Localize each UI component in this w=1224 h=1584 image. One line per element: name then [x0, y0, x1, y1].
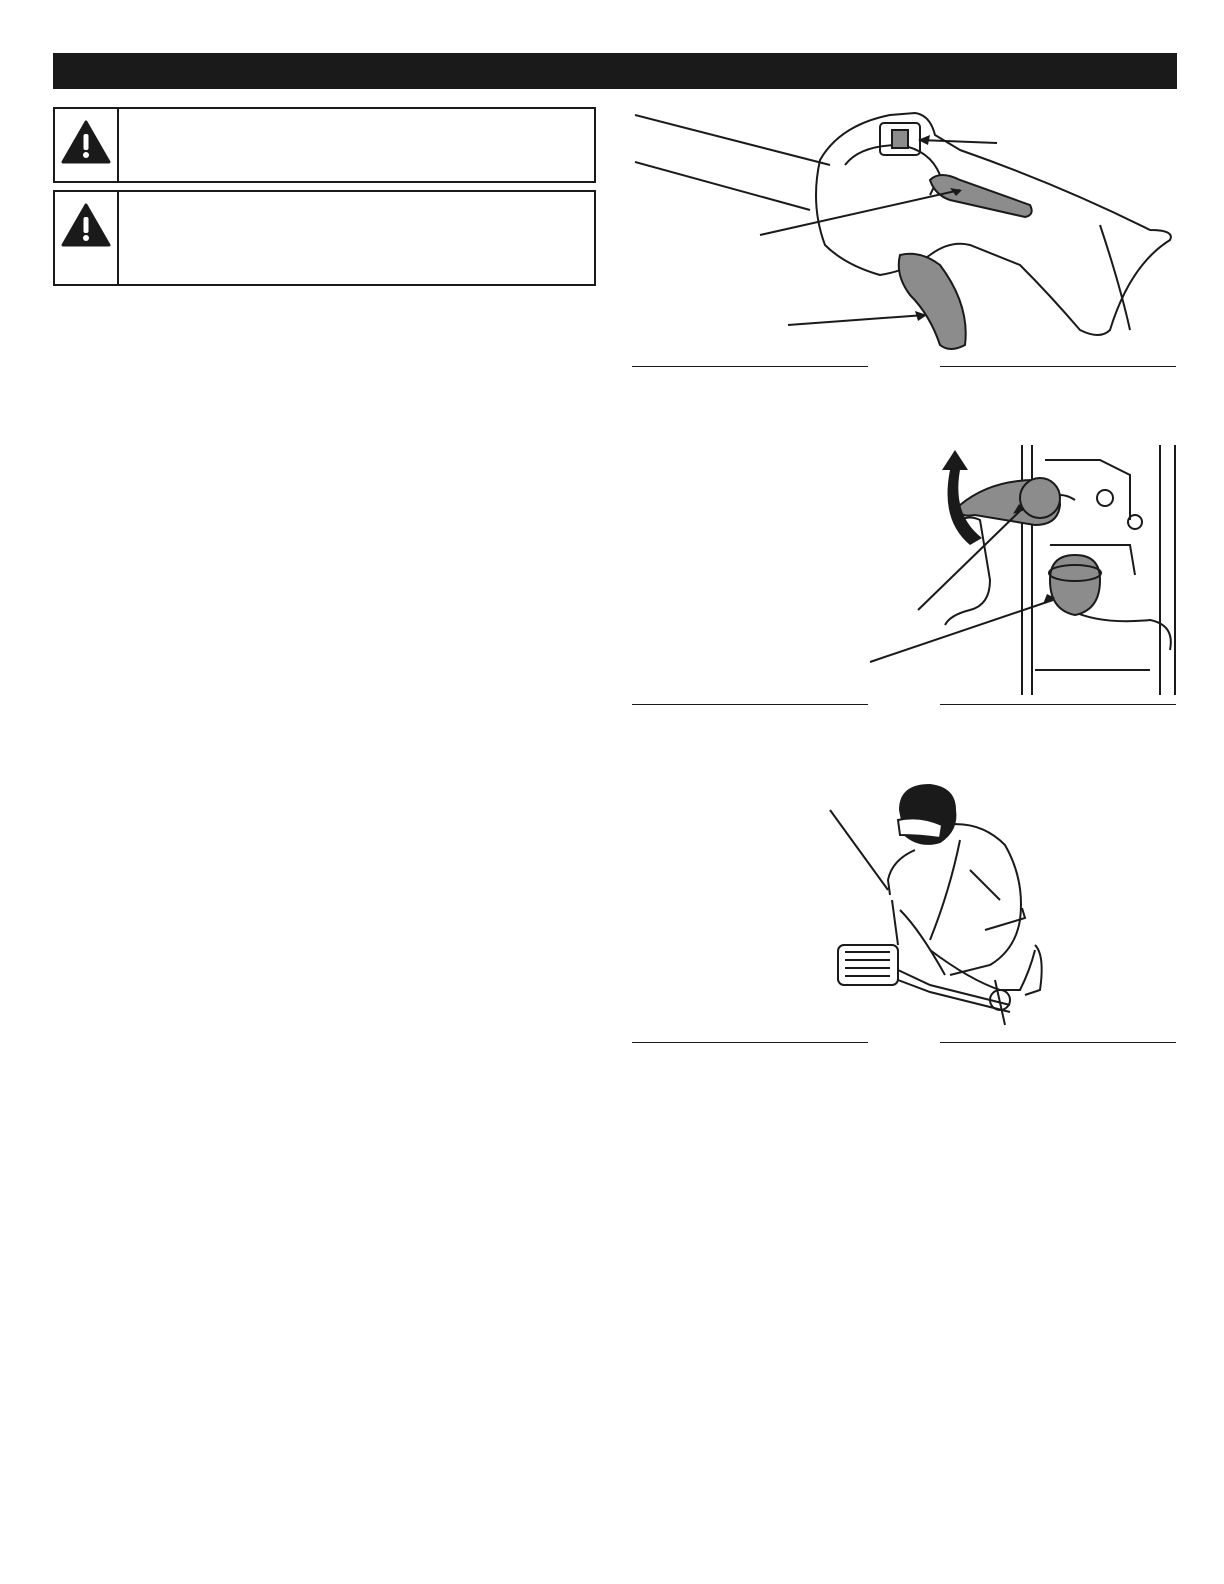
- figure-rule-left: [632, 1042, 868, 1043]
- warning-triangle-icon: [61, 119, 111, 165]
- figure-rule-left: [632, 366, 868, 367]
- throttle-handle-figure: [630, 105, 1177, 355]
- warning-icon-cell: [55, 109, 119, 181]
- warning-box: [53, 190, 596, 286]
- figure-rule-right: [940, 366, 1176, 367]
- figure-rule-right: [940, 704, 1176, 705]
- choke-primer-figure: [630, 440, 1177, 698]
- warning-triangle-icon: [61, 202, 111, 248]
- section-header-bar: [53, 53, 1177, 89]
- choke-and-primer-illustration: [630, 440, 1177, 698]
- kneeling-operator-starting-illustration: [630, 780, 1177, 1035]
- starting-position-figure: [630, 780, 1177, 1035]
- warning-icon-cell: [55, 192, 119, 284]
- figure-rule-left: [632, 704, 868, 705]
- throttle-handle-illustration: [630, 105, 1177, 355]
- warning-box: [53, 107, 596, 183]
- figure-rule-right: [940, 1042, 1176, 1043]
